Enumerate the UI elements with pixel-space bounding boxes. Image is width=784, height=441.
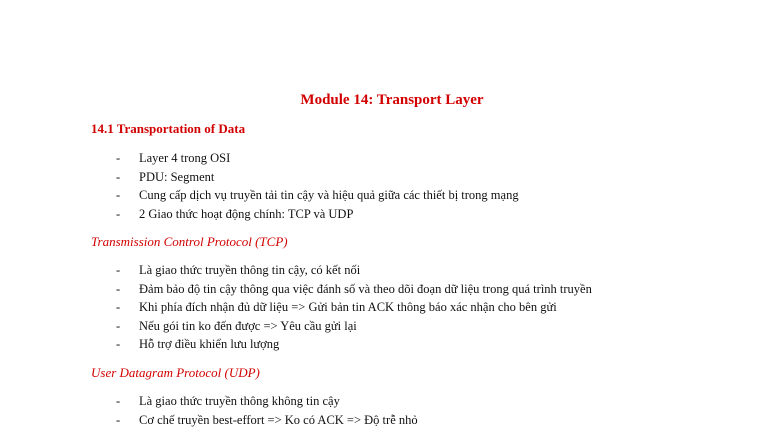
bullet-marker: - (116, 337, 121, 352)
page-title: Module 14: Transport Layer (300, 92, 484, 108)
bullet-marker: - (116, 412, 121, 427)
bullet-marker: - (116, 300, 121, 315)
bullet-marker: - (116, 281, 121, 296)
bullet-marker: - (116, 151, 121, 165)
document-page: Module 14: Transport Layer 14.1 Transportation of Data - Layer 4 trong OSI - PDU: Segment - Cung cấp dịch vụ truyền tải tin cậy và hiệu quả giữa các thiết bị trong mạng - 2 Giao thức hoạt động chính: TCP và UDP Transmission Control Protocol (TCP) - Là giao thức truyền thông tin cậy, có kết nối - Đảm bảo độ tin cậy thông qua việc đánh số và theo dõi đoạn dữ liệu trong quá trình truyền - Khi phía đích nhận đủ dữ liệu => Gửi bản tin ACK thông báo xác nhận cho bên gửi - Nếu gói tin ko đến được => Yêu cầu gửi lại - Hỗ trợ điều khiển lưu lượng User Datagram Protocol (UDP) - Là giao thức truyền thông không tin cậy - Cơ chế truyền best-effort => Ko có ACK => Độ trễ nhỏ (0, 0, 784, 441)
section-heading-transportation: 14.1 Transportation of Data (91, 121, 246, 136)
bullet-marker: - (116, 169, 121, 184)
bullet-marker: - (116, 263, 121, 277)
bullet-marker: - (116, 394, 121, 408)
bullet-marker: - (116, 188, 121, 203)
section-heading-udp: User Datagram Protocol (UDP) (91, 365, 260, 380)
bullet-marker: - (116, 318, 121, 333)
section-heading-tcp: Transmission Control Protocol (TCP) (91, 234, 288, 249)
bullet-marker: - (116, 206, 121, 221)
